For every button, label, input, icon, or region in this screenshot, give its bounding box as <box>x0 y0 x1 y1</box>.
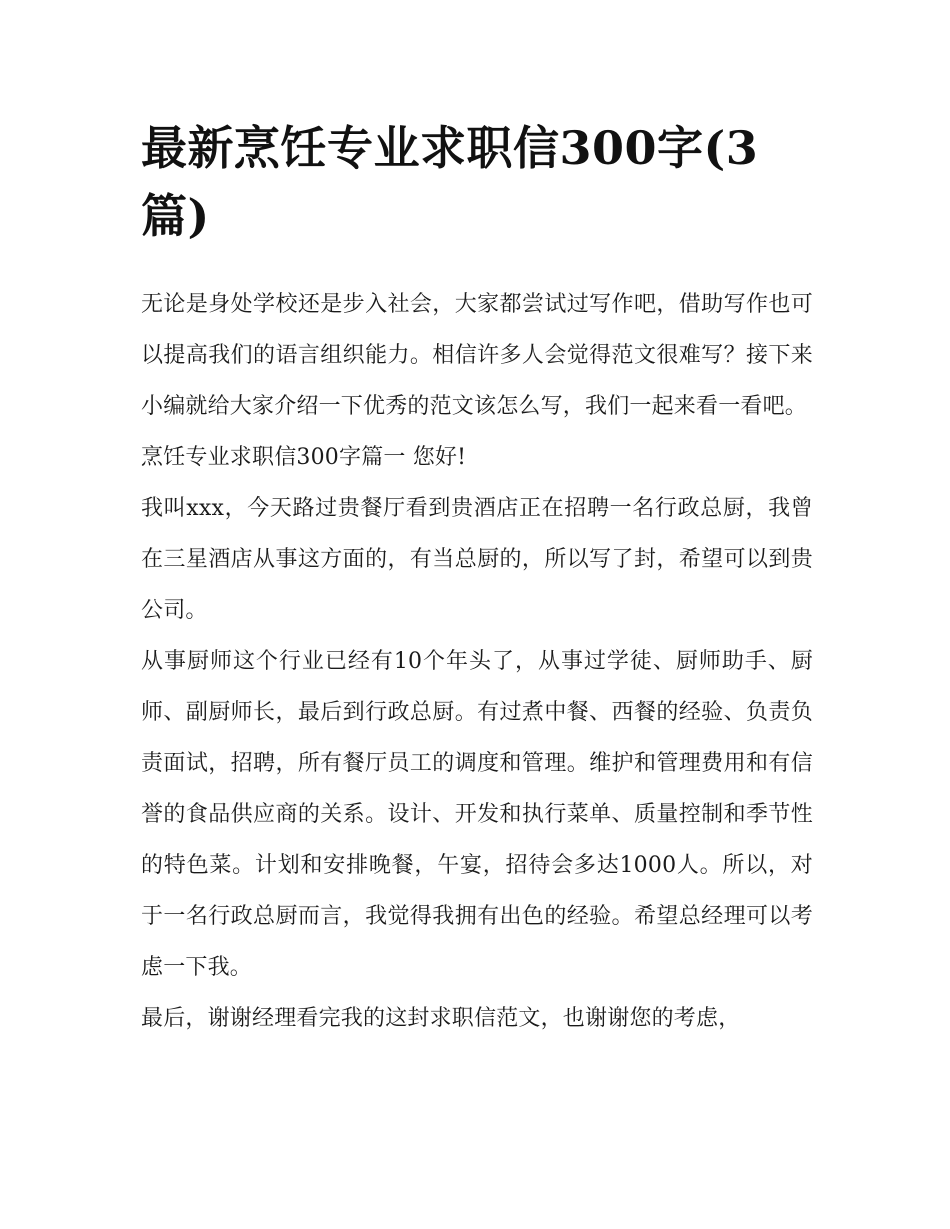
document-title: 最新烹饪专业求职信300字(3篇) <box>141 121 759 243</box>
paragraph-section-heading: 烹饪专业求职信300字篇一 您好! <box>141 445 467 470</box>
paragraph-introduction-self: 我叫xxx，今天路过贵餐厅看到贵酒店正在招聘一名行政总厨，我曾在三星酒店从事这方面的，有当总厨的，所以写了封，希望可以到贵公司。 <box>141 496 813 623</box>
paragraph-experience: 从事厨师这个行业已经有10个年头了，从事过学徒、厨师助手、厨师、副厨师长，最后到行政总厨。有过煮中餐、西餐的经验、负责负责面试，招聘，所有餐厅员工的调度和管理。维护和管理费用和有信誉的食品供应商的关系。设计、开发和执行菜单、质量控制和季节性的特色菜。计划和安排晚餐，午宴，招待会多达1000人。所以，对于一名行政总厨而言，我觉得我拥有出色的经验。希望总经理可以考虑一下我。 <box>141 649 813 980</box>
paragraph-intro: 无论是身处学校还是步入社会，大家都尝试过写作吧，借助写作也可以提高我们的语言组织能力。相信许多人会觉得范文很难写？接下来小编就给大家介绍一下优秀的范文该怎么写，我们一起来看一看吧。 <box>141 292 813 419</box>
paragraph-list <box>141 279 813 1044</box>
document-body <box>141 114 813 1044</box>
paragraph-closing: 最后，谢谢经理看完我的这封求职信范文，也谢谢您的考虑， <box>141 1006 741 1031</box>
